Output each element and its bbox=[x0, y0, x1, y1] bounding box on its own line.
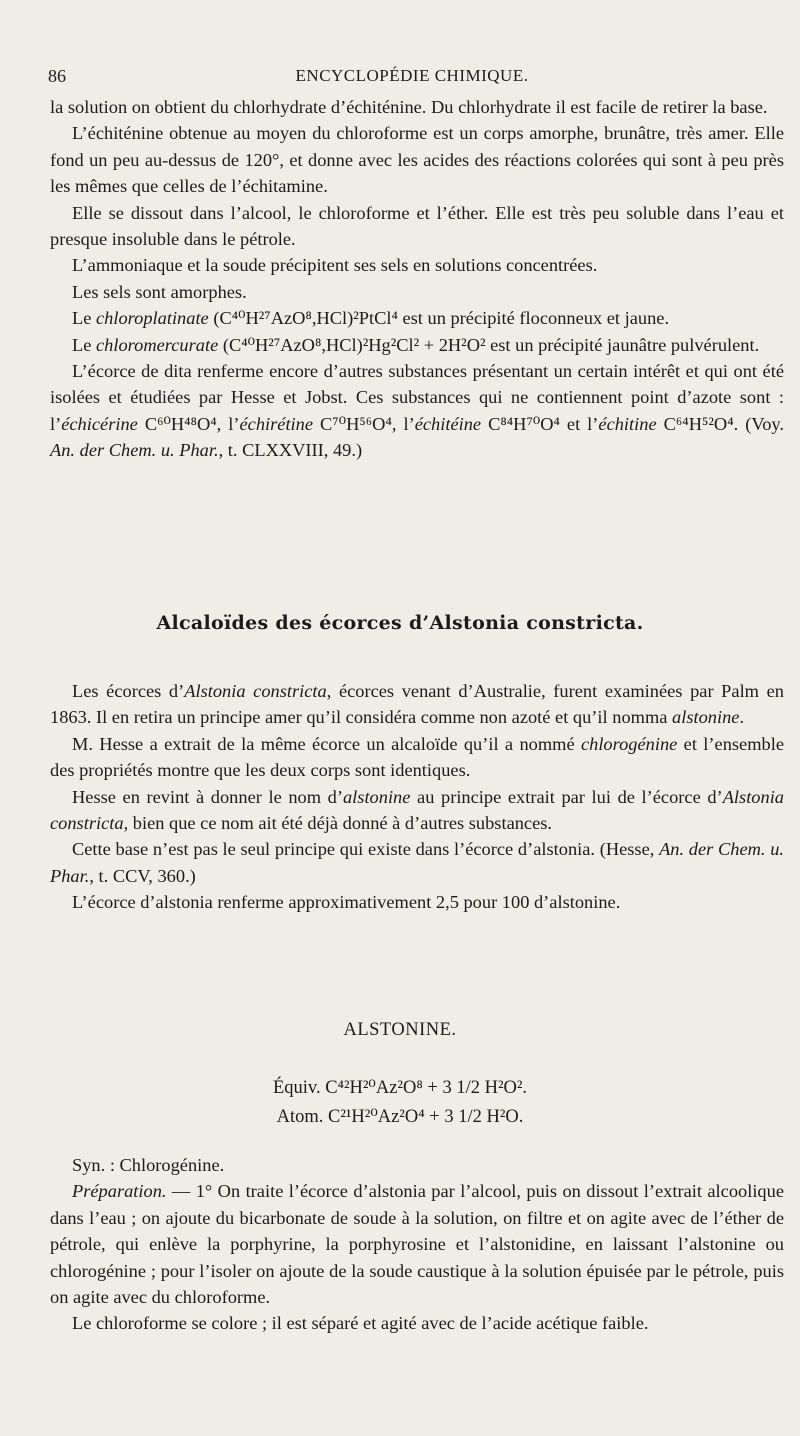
text-span: — 1° On traite l’écorce d’alstonia par l’alcool, puis on dissout l’extrait alcoolique dans l’eau ; on ajoute du bicarbonate de soude à la solution, on filtre et on agite avec de l’éther de pétrole, qui enlève la porphyrine, la porphyrosine et l’alstonidine, en laissant l’alstonine ou chlorogénine ; pour l’isoler on ajoute de la soude caustique à la solution épuisée par le pétrole, puis on agite avec du chloroforme. bbox=[50, 1181, 784, 1308]
text-span: Les écorces d’ bbox=[72, 681, 185, 701]
chemical-formula: C⁷⁰H⁵⁶O⁴, l’ bbox=[313, 413, 415, 434]
text-span: est un précipité jaunâtre pulvérulent. bbox=[485, 334, 760, 355]
paragraph-chloroplatinate bbox=[50, 305, 784, 331]
chemical-formula: (C⁴⁰H²⁷AzO⁸,HCl)²PtCl⁴ bbox=[213, 308, 398, 329]
preparation-label: Préparation. bbox=[72, 1181, 167, 1202]
citation-volume: , t. CCV, 360.) bbox=[89, 865, 196, 886]
paragraph: L’échiténine obtenue au moyen du chloroforme est un corps amorphe, brunâtre, très amer. Elle fond un peu au-dessus de 120°, et donne avec les acides des réactions colorées qui sont à peu près les mêmes que celles de l’échitamine. bbox=[50, 123, 784, 197]
text-span: et l’ensemble des propriétés montre que les deux corps sont identiques. bbox=[50, 733, 784, 781]
text-span: Cette base n’est pas le seul principe qui existe dans l’écorce d’alstonia. (Hesse, bbox=[72, 839, 660, 860]
species-name: Alstonia constricta bbox=[50, 786, 784, 834]
term-echiretine: échirétine bbox=[239, 413, 314, 434]
chemical-formula: C⁶⁴H⁵²O⁴. (Voy. bbox=[656, 413, 785, 434]
page-number: 86 bbox=[48, 66, 66, 86]
paragraph bbox=[50, 836, 784, 889]
term-alstonine: alstonine bbox=[342, 786, 411, 807]
text-span: au principe extrait par lui de l’écorce d’ bbox=[410, 786, 723, 807]
formula-equiv: Équiv. C⁴²H²⁰Az²O⁸ + 3 1/2 H²O². bbox=[272, 1078, 528, 1098]
text-span: Hesse en revint à donner le nom d’ bbox=[72, 786, 343, 807]
term-echicerine: échicérine bbox=[61, 413, 138, 434]
citation-journal: An. der Chem. u. Phar. bbox=[50, 440, 219, 461]
paragraph: L’écorce d’alstonia renferme approximativement 2,5 pour 100 d’alstonine. bbox=[72, 892, 621, 913]
text-span: est un précipité floconneux et jaune. bbox=[397, 308, 670, 329]
species-name: Alstonia constricta bbox=[184, 681, 327, 701]
page-header bbox=[48, 66, 776, 90]
chemical-formula: C⁸⁴H⁷⁰O⁴ et l’ bbox=[481, 413, 599, 434]
text-span: L’écorce de dita renferme encore d’autres substances présentant un certain intérêt et qui ont été isolées et étudiées par Hesse et Jobst. Ces substances qui ne contiennent point d’azote sont : l’ bbox=[50, 361, 784, 434]
synonym-line: Syn. : Chlorogénine. bbox=[72, 1155, 225, 1175]
text-block-preparation bbox=[50, 1152, 784, 1337]
paragraph bbox=[50, 678, 784, 731]
running-title: ENCYCLOPÉDIE CHIMIQUE. bbox=[295, 66, 529, 85]
text-span: , bien que ce nom ait été déjà donné à d’autres substances. bbox=[123, 813, 553, 834]
formula-block bbox=[0, 1074, 800, 1132]
text-span: Le bbox=[72, 334, 96, 355]
paragraph: Le chloroforme se colore ; il est séparé et agité avec de l’acide acétique faible. bbox=[72, 1313, 649, 1334]
paragraph: Elle se dissout dans l’alcool, le chloroforme et l’éther. Elle est très peu soluble dans l’eau et presque insoluble dans le pétrole. bbox=[50, 202, 784, 250]
term-echiteine: échitéine bbox=[414, 413, 482, 434]
paragraph-dita-substances bbox=[50, 358, 784, 464]
citation-journal: An. der Chem. u. Phar. bbox=[50, 839, 784, 886]
text-block-echitenine bbox=[50, 94, 784, 464]
text-span: . bbox=[739, 707, 745, 728]
compound-heading: ALSTONINE. bbox=[343, 1020, 457, 1040]
term-echitine: échitine bbox=[598, 413, 657, 434]
section-heading: Alcaloïdes des écorces d’Alstonia constricta. bbox=[156, 612, 644, 634]
text-span: Le bbox=[72, 308, 96, 329]
text-span: M. Hesse a extrait de la même écorce un alcaloïde qu’il a nommé bbox=[72, 733, 581, 754]
chemical-formula: (C⁴⁰H²⁷AzO⁸,HCl)²Hg²Cl² + 2H²O² bbox=[222, 334, 486, 355]
paragraph: L’ammoniaque et la soude précipitent ses sels en solutions concentrées. bbox=[72, 255, 598, 276]
paragraph bbox=[50, 784, 784, 837]
paragraph: la solution on obtient du chlorhydrate d’échiténine. Du chlorhydrate il est facile de retirer la base. bbox=[50, 97, 768, 117]
paragraph bbox=[50, 731, 784, 784]
paragraph-chloromercurate bbox=[50, 332, 784, 358]
term-chlorogenine: chlorogénine bbox=[580, 733, 678, 754]
chemical-formula: C⁶⁰H⁴⁸O⁴, l’ bbox=[137, 413, 240, 434]
term-chloromercurate: chloromercurate bbox=[96, 334, 219, 355]
citation-volume: , t. CLXXVIII, 49.) bbox=[218, 440, 363, 461]
formula-atom: Atom. C²¹H²⁰Az²O⁴ + 3 1/2 H²O. bbox=[276, 1107, 524, 1127]
term-chloroplatinate: chloroplatinate bbox=[96, 308, 209, 329]
paragraph: Les sels sont amorphes. bbox=[72, 281, 247, 302]
text-block-alstonia bbox=[50, 678, 784, 916]
text-span: , écorces venant d’Australie, furent examinées par Palm en 1863. Il en retira un principe amer qu’il considéra comme non azoté et qu’il nomma bbox=[50, 681, 784, 728]
term-alstonine: alstonine bbox=[672, 707, 740, 728]
paragraph-preparation bbox=[50, 1178, 784, 1310]
